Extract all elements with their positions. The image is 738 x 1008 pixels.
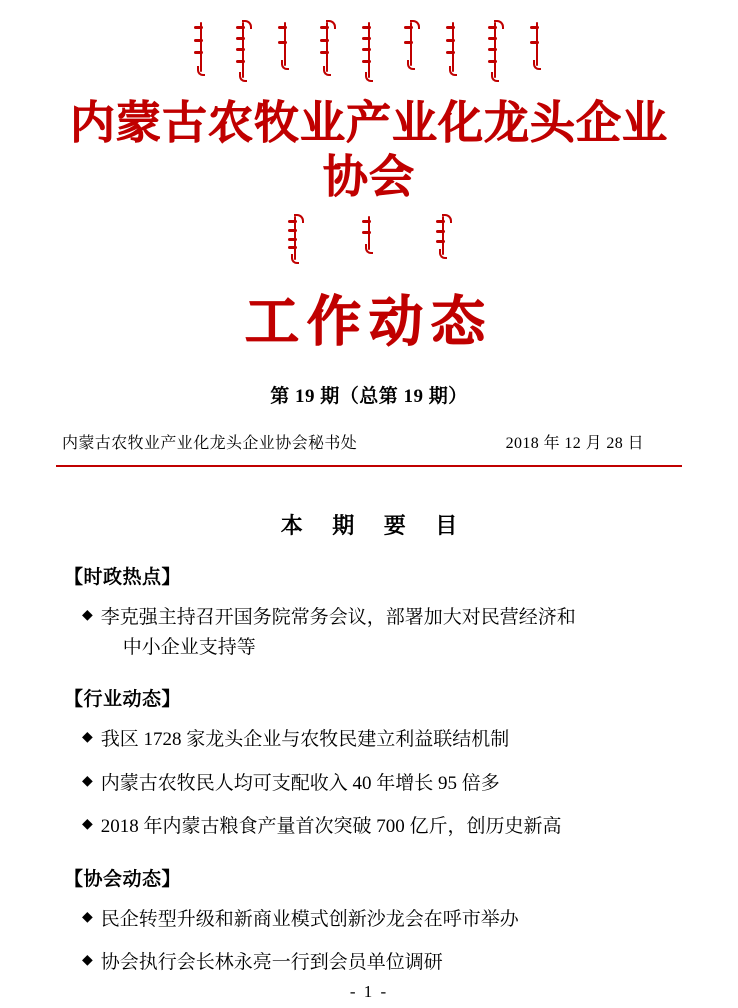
diamond-bullet-icon: ◆ [82,608,93,624]
contents-entry-line: 李克强主持召开国务院常务会议，部署加大对民营经济和 [100,607,576,629]
contents-entry[interactable] [82,905,682,934]
mongolian-word [361,18,377,86]
contents-entry-text [101,769,682,798]
mongolian-word [403,18,419,74]
diamond-bullet-icon: ◆ [82,817,93,833]
diamond-bullet-icon: ◆ [82,773,93,789]
mongolian-word [435,212,451,263]
contents-entry-text [101,948,682,977]
contents-list [56,562,682,977]
contents-entry-text [101,812,682,841]
mongolian-word [487,18,503,86]
mongolian-word [193,18,209,80]
mongolian-script-header-row-1 [56,0,682,92]
section-heading: 【时政热点】 [64,567,182,589]
mongolian-word [529,18,545,74]
masthead-title: 内蒙古农牧业产业化龙头企业协会 [69,96,668,203]
imprint-line [56,430,682,453]
contents-entry[interactable] [82,725,682,754]
contents-entry-line: 协会执行会长林永亮一行到会员单位调研 [100,952,443,974]
diamond-bullet-icon: ◆ [82,909,93,925]
diamond-bullet-icon: ◆ [82,730,93,746]
publication-title: 工作动态 [245,289,493,353]
header-divider [56,465,682,467]
contents-entry-line: 我区 1728 家龙头企业与农牧民建立利益联结机制 [100,729,510,751]
mongolian-word [277,18,293,74]
contents-heading: 本 期 要 目 [280,513,470,539]
contents-entry-line: 内蒙古农牧民人均可支配收入 40 年增长 95 倍多 [100,772,500,794]
contents-entry-line-continued: 中小企业支持等 [122,636,256,658]
mongolian-script-header-row-2 [56,204,682,274]
issue-number: 第 19 期（总第 19 期） [270,386,468,408]
mongolian-word [361,212,377,258]
mongolian-word [235,18,251,86]
contents-entry-text [101,725,682,754]
mongolian-word [445,18,461,80]
contents-entry-line: 民企转型升级和新商业模式创新沙龙会在呼市举办 [100,908,519,930]
section-heading: 【行业动态】 [64,689,182,711]
publisher-name: 内蒙古农牧业产业化龙头企业协会秘书处 [62,435,358,453]
contents-entry-text [101,603,682,662]
contents-entry[interactable] [82,948,682,977]
page-number: - 1 - [349,982,389,1001]
mongolian-word [287,212,303,268]
contents-entry-line: 2018 年内蒙古粮食产量首次突破 700 亿斤，创历史新高 [100,816,562,838]
contents-entry[interactable] [82,603,682,662]
diamond-bullet-icon: ◆ [82,953,93,969]
publication-date: 2018 年 12 月 28 日 [505,435,644,453]
contents-entry-text [101,905,682,934]
contents-entry[interactable] [82,769,682,798]
section-heading: 【协会动态】 [64,868,182,890]
contents-entry[interactable] [82,812,682,841]
mongolian-word [319,18,335,80]
